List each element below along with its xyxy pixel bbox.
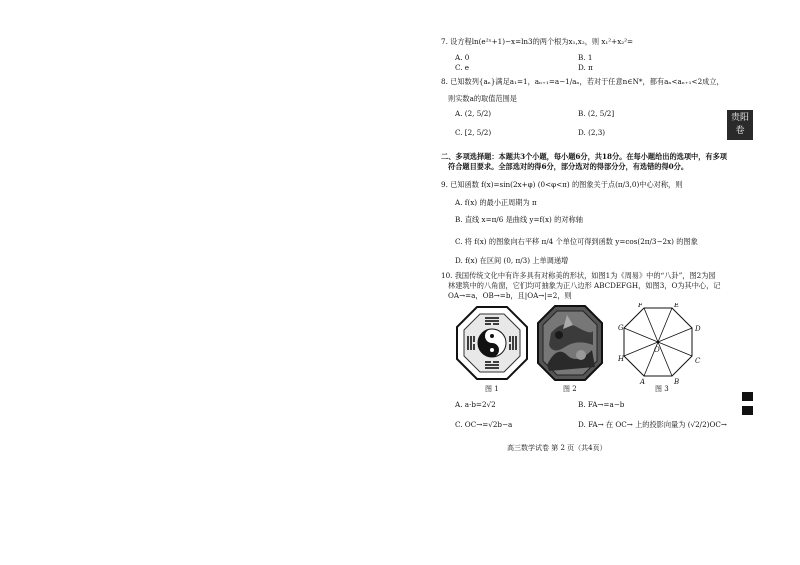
region-tab-label: 贵阳卷: [730, 113, 749, 136]
center-label-o: O: [654, 346, 660, 354]
octagonal-window-figure: [537, 305, 603, 381]
region-tab: [727, 110, 753, 140]
vertex-label-f: F: [638, 303, 643, 309]
q9-option-b: B. 直线 x=π/6 是曲线 y=f(x) 的对称轴: [455, 215, 583, 224]
vertex-label-h: H: [618, 355, 625, 363]
q7-stem: 7. 设方程ln(e²ˣ+1)−x=ln3的两个根为x₁,x₂，则 x₁²+x₂²=: [441, 37, 634, 46]
registration-mark-top: [742, 392, 753, 401]
page-footer: 高三数学试卷 第 2 页（共4页）: [507, 444, 607, 452]
q8-option-d: D. (2,3): [578, 128, 606, 137]
q10-line2: 林建筑中的八角窗，它们均可抽象为正八边形 ABCDEFGH，如图3，O为其中心，记: [448, 281, 721, 290]
q8-option-c: C. [2, 5/2): [455, 128, 492, 137]
q8-option-a: A. (2, 5/2): [455, 109, 492, 118]
section2-line2: 符合题目要求。全部选对的得6分，部分选对的得部分分，有选错的得0分。: [448, 162, 689, 171]
bagua-figure: [455, 305, 529, 381]
q10-option-c: C. OC→=√2b−a: [455, 420, 513, 429]
vertex-label-c: C: [695, 357, 701, 365]
q9-option-c: C. 将 f(x) 的图象向右平移 π/4 个单位可得到函数 y=cos(2π/3−2x) 的图象: [455, 237, 698, 246]
section2-line1: 二、多项选择题：本题共3个小题，每小题6分，共18分。在每小题给出的选项中，有多项: [441, 152, 727, 161]
q10-option-b: B. FA→=a−b: [578, 400, 625, 409]
q9-option-d: D. f(x) 在区间 (0, π/3) 上单调递增: [455, 256, 569, 265]
q9-option-a: A. f(x) 的最小正周期为 π: [455, 198, 537, 207]
q10-line1: 10. 我国传统文化中有许多具有对称美的形状，如图1为《周易》中的“八卦”，图2为园: [441, 271, 716, 280]
q7-option-b: B. 1: [578, 53, 593, 62]
q7-option-a: A. 0: [455, 53, 470, 62]
vertex-label-d: D: [695, 325, 701, 333]
q10-option-d: D. FA→ 在 OC→ 上的投影向量为 (√2/2)OC→: [578, 420, 727, 429]
q7-option-d: D. π: [578, 63, 593, 72]
q10-option-a: A. a·b=2√2: [455, 400, 496, 409]
vertex-label-g: G: [618, 324, 624, 332]
vertex-label-a: A: [640, 378, 646, 386]
q8-stem-2: 则实数a的取值范围是: [448, 94, 517, 103]
regular-octagon-figure: [618, 303, 706, 387]
q8-option-b: B. (2, 5/2]: [578, 109, 615, 118]
q9-stem: 9. 已知函数 f(x)=sin(2x+φ) (0<φ<π) 的图象关于点(π/3,0)中心对称，则: [441, 180, 683, 189]
figure-3-caption: 图 3: [655, 385, 669, 393]
q8-stem: 8. 已知数列{aₙ}满足a₁=1，aₙ₊₁=a−1/aₙ，若对于任意n∈N*，都有aₙ<aₙ₊₁<2成立，: [441, 77, 724, 86]
vertex-label-e: E: [674, 303, 680, 309]
q7-option-c: C. e: [455, 63, 470, 72]
figure-1-caption: 图 1: [485, 385, 499, 393]
registration-mark-bottom: [742, 406, 753, 415]
vertex-label-b: B: [674, 378, 680, 386]
figure-2-caption: 图 2: [563, 385, 577, 393]
q10-line3: OA→=a，OB→=b，且|OA→|=2，则: [448, 291, 572, 300]
